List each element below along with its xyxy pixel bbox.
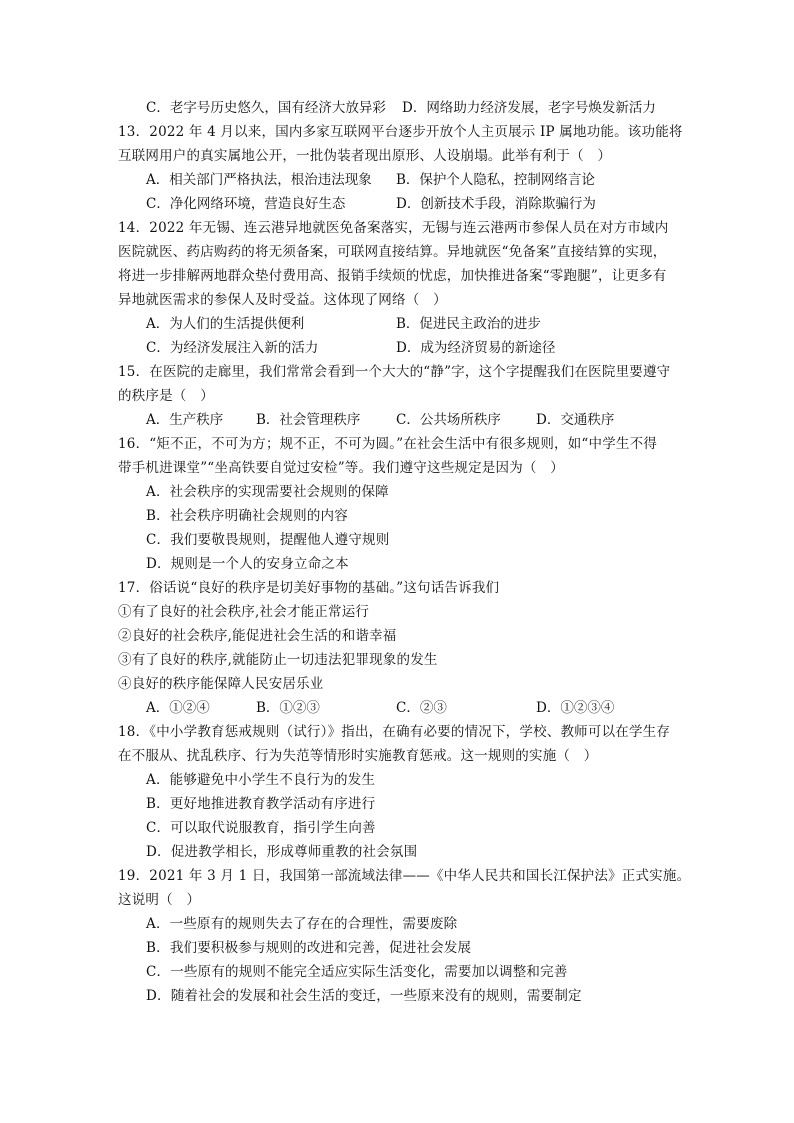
q13-stem-line-1: 13．2022 年 4 月以来，国内多家互联网平台逐步开放个人主页展示 IP 属地功能。该功能将 bbox=[118, 124, 683, 140]
q17-stem-line-1: 17．俗话说“良好的秩序是切美好事物的基础。”这句话告诉我们 bbox=[118, 580, 500, 596]
q17-option-d[interactable]: D．①②③④ bbox=[536, 700, 615, 716]
q19-option-d[interactable]: D．随着社会的发展和社会生活的变迁，一些原来没有的规则，需要制定 bbox=[146, 988, 582, 1004]
q14-stem-line-1: 14．2022 年无锡、连云港异地就医免备案落实，无锡与连云港两市参保人员在对方市域内 bbox=[118, 220, 669, 236]
q18-stem-line-1: 18．《中小学教育惩戒规则（试行）》指出，在确有必要的情况下，学校、教师可以在学生存 bbox=[118, 724, 671, 740]
q16-option-c[interactable]: C．我们要敬畏规则，提醒他人遵守规则 bbox=[146, 532, 390, 548]
q14-option-c[interactable]: C．为经济发展注入新的活力 bbox=[146, 340, 319, 356]
q15-option-d[interactable]: D．交通秩序 bbox=[536, 412, 615, 428]
q16-stem-line-2: 带手机进课堂”“坐高铁要自觉过安检”等。我们遵守这些规定是因为（ ） bbox=[118, 460, 565, 476]
q17-item-3: ③有了良好的秩序,就能防止一切违法犯罪现象的发生 bbox=[118, 652, 438, 668]
q19-option-a[interactable]: A．一些原有的规则失去了存在的合理性，需要废除 bbox=[146, 916, 458, 932]
q14-stem-line-3: 将进一步排解两地群众垫付费用高、报销手续烦的忧虑，加快推进备案“零跑腿”，让更多有 bbox=[118, 268, 667, 284]
q14-option-d[interactable]: D．成为经济贸易的新途径 bbox=[396, 340, 556, 356]
q13-stem-line-2: 互联网用户的真实属地公开，一批伪装者现出原形、人设崩塌。此举有利于（ ） bbox=[118, 148, 612, 164]
q15-option-c[interactable]: C．公共场所秩序 bbox=[396, 412, 501, 428]
q19-option-c[interactable]: C．一些原有的规则不能完全适应实际生活变化，需要加以调整和完善 bbox=[146, 964, 568, 980]
q17-option-c[interactable]: C．②③ bbox=[396, 700, 447, 716]
q17-item-2: ②良好的社会秩序,能促进社会生活的和谐幸福 bbox=[118, 628, 397, 644]
q13-option-b[interactable]: B．保护个人隐私，控制网络言论 bbox=[396, 172, 595, 188]
q17-option-a[interactable]: A．①②④ bbox=[146, 700, 210, 716]
q15-stem-line-1: 15．在医院的走廊里，我们常常会看到一个大大的“静”字，这个字提醒我们在医院里要遵守 bbox=[118, 364, 671, 380]
q18-option-a[interactable]: A．能够避免中小学生不良行为的发生 bbox=[146, 772, 376, 788]
q18-option-c[interactable]: C．可以取代说服教育，指引学生向善 bbox=[146, 820, 376, 836]
q13-option-a[interactable]: A．相关部门严格执法，根治违法现象 bbox=[146, 172, 372, 188]
q12-option-d[interactable]: D．网络助力经济发展，老字号焕发新活力 bbox=[402, 100, 656, 116]
q18-stem-line-2: 在不服从、扰乱秩序、行为失范等情形时实施教育惩戒。这一规则的实施（ ） bbox=[118, 748, 598, 764]
q16-option-d[interactable]: D．规则是一个人的安身立命之本 bbox=[146, 556, 349, 572]
q13-option-d[interactable]: D．创新技术手段，消除欺骗行为 bbox=[396, 196, 596, 212]
q17-option-b[interactable]: B．①②③ bbox=[256, 700, 320, 716]
q19-stem-line-2: 这说明（ ） bbox=[118, 892, 201, 908]
q16-option-b[interactable]: B．社会秩序明确社会规则的内容 bbox=[146, 508, 348, 524]
q15-options bbox=[146, 409, 666, 431]
q12-options bbox=[146, 97, 666, 119]
q17-options bbox=[146, 697, 666, 719]
q12-option-c[interactable]: C．老字号历史悠久，国有经济大放异彩 bbox=[146, 100, 386, 116]
q15-stem-line-2: 的秩序是（ ） bbox=[118, 388, 214, 404]
q14-option-b[interactable]: B．促进民主政治的进步 bbox=[396, 316, 541, 332]
q13-options-row-1 bbox=[146, 169, 666, 191]
q14-options-row-2 bbox=[146, 337, 666, 359]
q17-item-1: ①有了良好的社会秩序,社会才能正常运行 bbox=[118, 604, 370, 620]
q14-stem-line-2: 医院就医、药店购药的将无须备案，可联网直接结算。异地就医“免备案”直接结算的实现， bbox=[118, 244, 667, 260]
q14-option-a[interactable]: A．为人们的生活提供便利 bbox=[146, 316, 305, 332]
q13-option-c[interactable]: C．净化网络环境，营造良好生态 bbox=[146, 196, 346, 212]
q16-stem-line-1: 16．“矩不正，不可为方；规不正，不可为圆。”在社会生活中有很多规则，如“中学生不得 bbox=[118, 436, 658, 452]
q19-stem-line-1: 19．2021 年 3 月 1 日，我国第一部流域法律——《中华人民共和国长江保护法》正式实施。 bbox=[118, 868, 691, 884]
q13-options-row-2 bbox=[146, 193, 666, 215]
q17-item-4: ④良好的秩序能保障人民安居乐业 bbox=[118, 676, 324, 692]
q14-stem-line-4: 异地就医需求的参保人及时受益。这体现了网络（ ） bbox=[118, 292, 447, 308]
q19-option-b[interactable]: B．我们要积极参与规则的改进和完善，促进社会发展 bbox=[146, 940, 472, 956]
q16-option-a[interactable]: A．社会秩序的实现需要社会规则的保障 bbox=[146, 484, 389, 500]
q15-option-a[interactable]: A．生产秩序 bbox=[146, 412, 224, 428]
q18-option-b[interactable]: B．更好地推进教育教学活动有序进行 bbox=[146, 796, 376, 812]
q15-option-b[interactable]: B．社会管理秩序 bbox=[256, 412, 361, 428]
q18-option-d[interactable]: D．促进教学相长，形成尊师重教的社会氛围 bbox=[146, 844, 418, 860]
q14-options-row-1 bbox=[146, 313, 666, 335]
